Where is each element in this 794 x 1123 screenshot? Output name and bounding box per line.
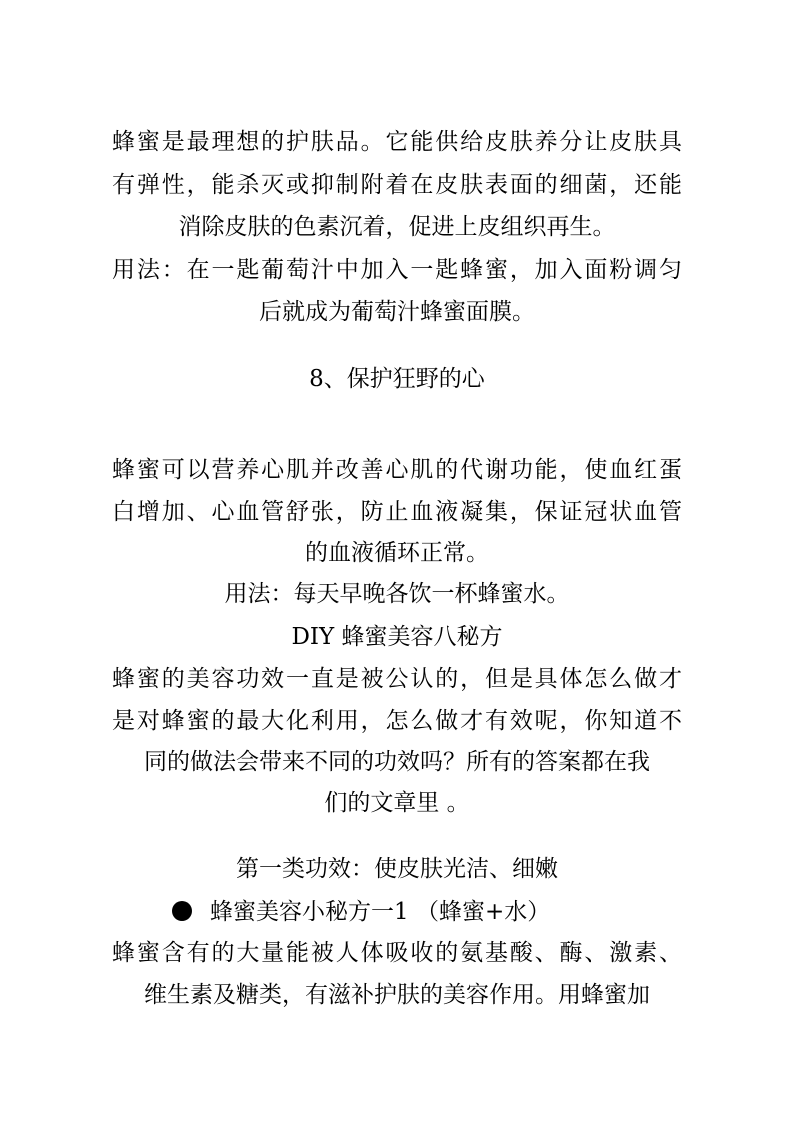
category-1-line-2: 维生素及糖类，有滋补护肤的美容作用。用蜂蜜加	[144, 982, 650, 1008]
intro-line-1: 蜂蜜是最理想的护肤品。它能供给皮肤养分让皮肤具	[112, 129, 682, 155]
diy-line-2: 是对蜂蜜的最大化利用，怎么做才有效呢，你知道不	[112, 708, 682, 734]
bullet-item	[172, 897, 550, 927]
section-8-line-1: 蜂蜜可以营养心肌并改善心肌的代谢功能，使血红蛋	[112, 457, 682, 483]
diy-line-4: 们的文章里 。	[324, 790, 470, 816]
section-8-heading: 8、保护狂野的心	[309, 366, 485, 392]
bullet-dot-icon	[172, 901, 192, 921]
intro-line-2: 有弹性，能杀灭或抑制附着在皮肤表面的细菌，还能	[112, 172, 682, 198]
intro-line-3: 消除皮肤的色素沉着，促进上皮组织再生。	[178, 214, 616, 240]
category-1-heading: 第一类功效：使皮肤光洁、细嫩	[236, 856, 558, 882]
intro-usage-line-1: 用法：在一匙葡萄汁中加入一匙蜂蜜，加入面粉调匀	[112, 257, 682, 283]
section-8-line-2: 白增加、心血管舒张，防止血液凝集，保证冠状血管	[112, 499, 682, 525]
section-8-usage: 用法：每天早晚各饮一杯蜂蜜水。	[224, 581, 570, 607]
diy-line-3: 同的做法会带来不同的功效吗？所有的答案都在我	[144, 749, 650, 775]
diy-title: DIY 蜂蜜美容八秘方	[291, 624, 503, 650]
intro-usage-line-2: 后就成为葡萄汁蜂蜜面膜。	[259, 299, 535, 325]
diy-line-1: 蜂蜜的美容功效一直是被公认的，但是具体怎么做才	[112, 666, 682, 692]
bullet-item-text: 蜂蜜美容小秘方一1 （蜂蜜+水）	[210, 899, 551, 925]
category-1-line-1: 蜂蜜含有的大量能被人体吸收的氨基酸、酶、激素、	[112, 940, 682, 966]
section-8-line-3: 的血液循环正常。	[305, 540, 489, 566]
